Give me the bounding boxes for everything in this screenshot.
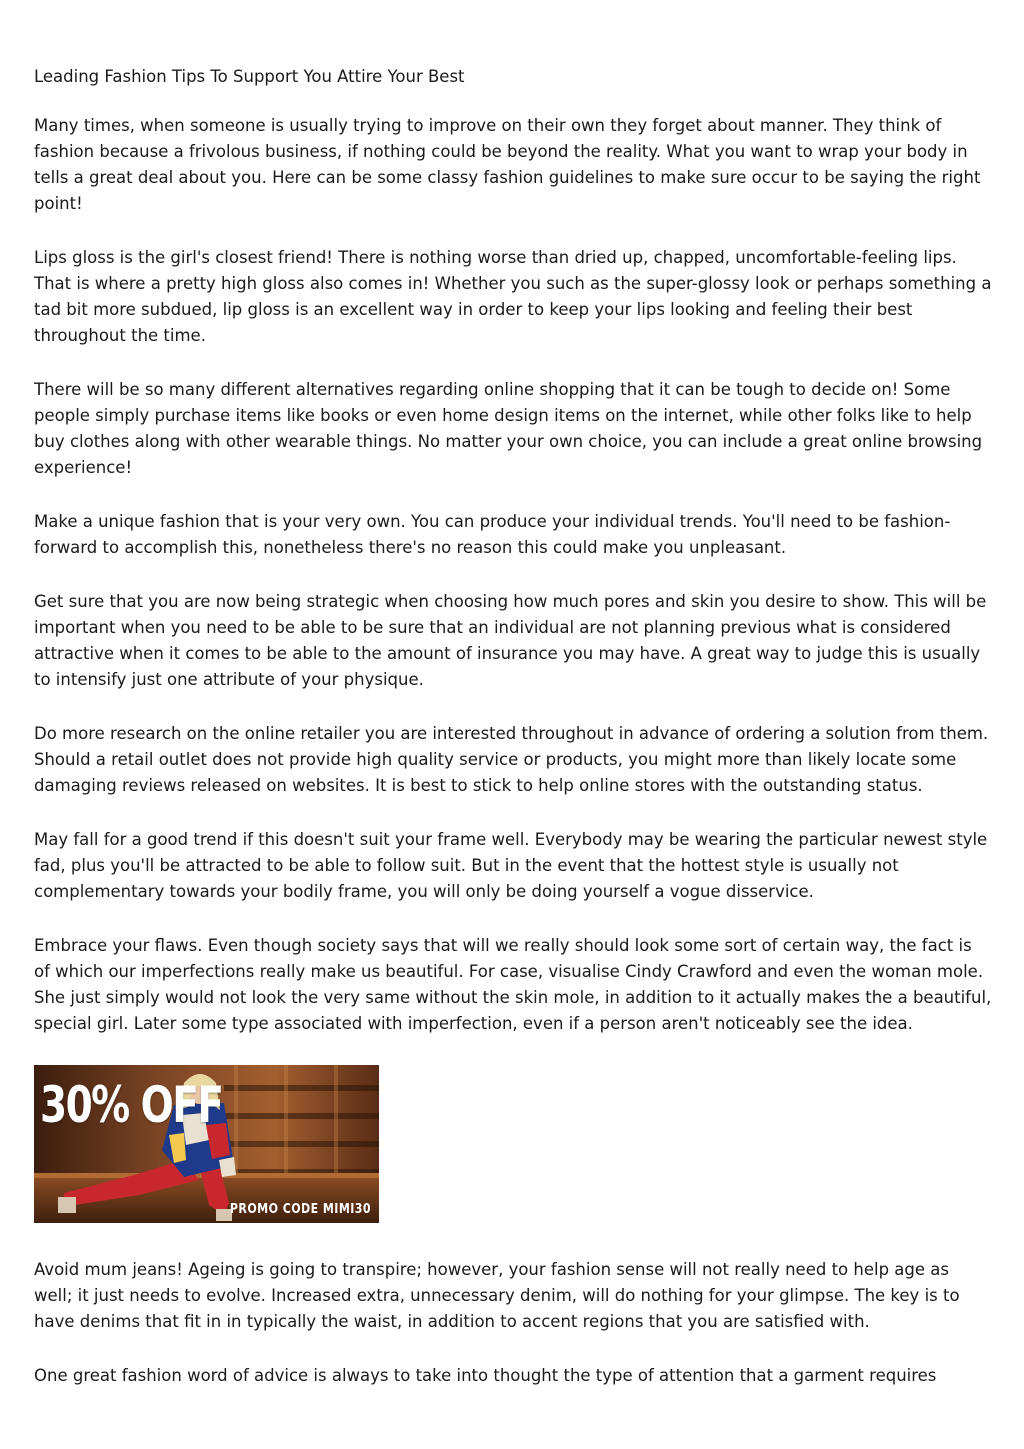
paragraph-2: Lips gloss is the girl's closest friend! There is nothing worse than dried up, chapped, uncomfortable-feeling lips. That is where a pretty high gloss also comes in! Whether you such as the super-glossy look or perhaps something a tad bit more subdued, lip gloss is an excellent way in order to keep your lips looking and feeling their best throughout the time. — [34, 248, 992, 345]
promo-banner-image[interactable] — [34, 1065, 379, 1223]
paragraph-6: Do more research on the online retailer you are interested throughout in advance of ordering a solution from them. Should a retail outlet does not provide high quality service or products, you might more than likely locate some damaging reviews released on websites. It is best to stick to help online stores with the outstanding status. — [34, 724, 989, 795]
promo-code: PROMO CODE MIMI30 — [229, 1202, 371, 1217]
paragraph-4: Make a unique fashion that is your very own. You can produce your individual trends. You'll need to be fashion-forward to accomplish this, nonetheless there's no reason this could make you unpleasant. — [34, 512, 951, 557]
paragraph-1: Many times, when someone is usually trying to improve on their own they forget about manner. They think of fashion because a frivolous business, if nothing could be beyond the reality. What you want to wrap your body in tells a great deal about you. Here can be some classy fashion guidelines to make sure occur to be saying the right point! — [34, 116, 981, 213]
article — [34, 64, 992, 1417]
paragraph-5: Get sure that you are now being strategic when choosing how much pores and skin you desire to show. This will be important when you need to be able to be sure that an individual are not planning previous what is considered attractive when it comes to be able to the amount of insurance you may have. A great way to judge this is usually to intensify just one attribute of your physique. — [34, 592, 987, 689]
article-title: Leading Fashion Tips To Support You Attire Your Best — [34, 67, 465, 86]
paragraph-8: Embrace your flaws. Even though society says that will we really should look some sort of certain way, the fact is of which our imperfections really make us beautiful. For case, visualise Cindy Crawford and even the woman mole. She just simply would not look the very same without the skin mole, in addition to it actually makes the a beautiful, special girl. Later some type associated with imperfection, even if a person aren't noticeably see the idea. — [34, 936, 992, 1033]
paragraph-3: There will be so many different alternatives regarding online shopping that it can be tough to decide on! Some people simply purchase items like books or even home design items on the internet, while other folks like to help buy clothes along with other wearable things. No matter your own choice, you can include a great online browsing experience! — [34, 380, 983, 477]
paragraph-9: Avoid mum jeans! Ageing is going to transpire; however, your fashion sense will not really need to help age as well; it just needs to evolve. Increased extra, unnecessary denim, will do nothing for your glimpse. The key is to have denims that fit in in typically the waist, in addition to accent regions that you are satisfied with. — [34, 1260, 960, 1331]
paragraph-7: May fall for a good trend if this doesn't suit your frame well. Everybody may be wearing the particular newest style fad, plus you'll be attracted to be able to follow suit. But in the event that the hottest style is usually not complementary towards your bodily frame, you will only be doing yourself a vogue disservice. — [34, 830, 988, 901]
paragraph-10: One great fashion word of advice is always to take into thought the type of attention that a garment requires — [34, 1366, 937, 1385]
promo-headline: 30% OFF — [40, 1076, 223, 1134]
